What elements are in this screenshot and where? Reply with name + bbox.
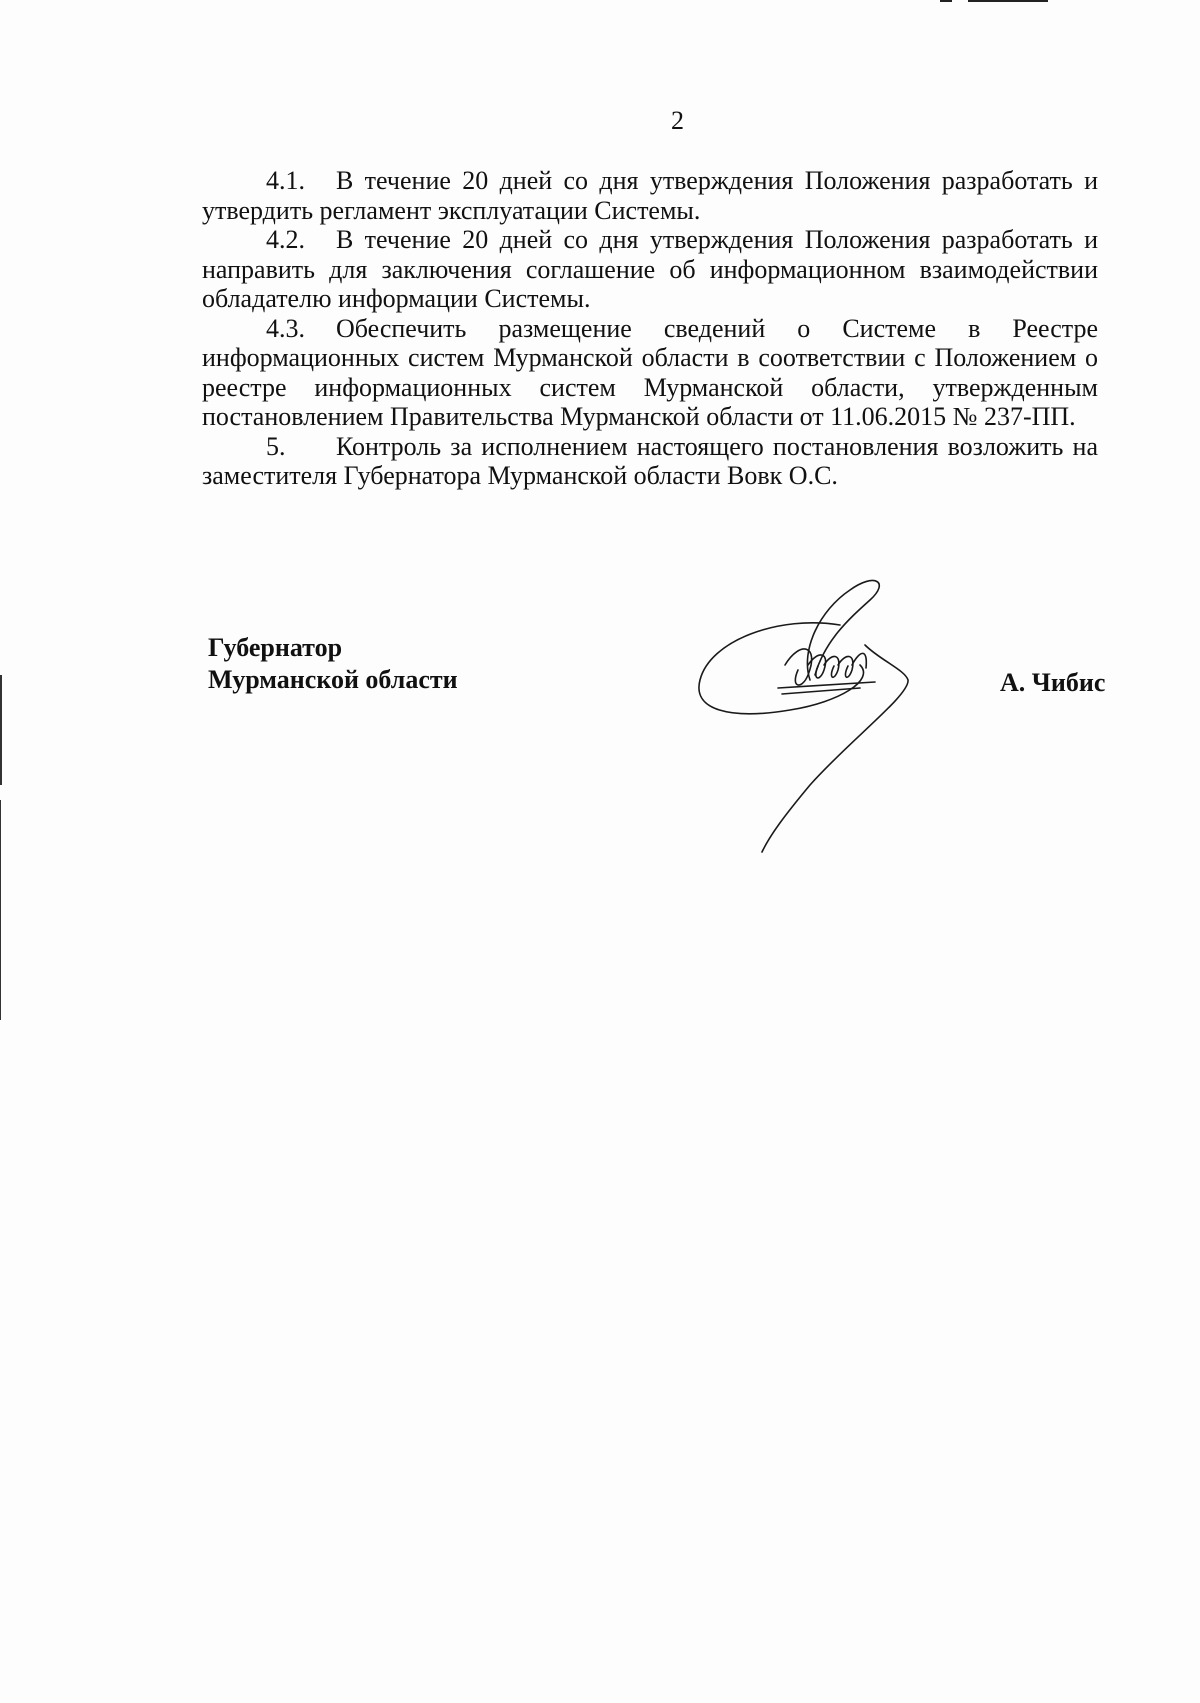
- page-number: 2: [671, 106, 684, 135]
- signatory-position-line2: Мурманской области: [208, 665, 458, 694]
- scan-artifact-left: [0, 675, 2, 785]
- paragraph-text: В течение 20 дней со дня утверждения Положения разработать и утвердить регламент эксплуатации Системы.: [202, 166, 1098, 225]
- paragraph-number: 4.2.: [266, 225, 305, 254]
- paragraph-number: 5.: [266, 431, 286, 461]
- paragraph: [202, 225, 1098, 314]
- paragraph: [202, 432, 1098, 491]
- paragraph-text: В течение 20 дней со дня утверждения Положения разработать и направить для заключения соглашение об информационном взаимодействии обладателю информации Системы.: [202, 225, 1098, 313]
- handwritten-signature: [690, 570, 950, 860]
- paragraph-text: Обеспечить размещение сведений о Системе в Реестре информационных систем Мурманской области в соответствии с Положением о реестре информационных систем Мурманской области, утвержденным постановлением Правительства Мурманской области от 11.06.2015 № 237-ПП.: [202, 313, 1098, 431]
- document-body: [202, 166, 1098, 491]
- signatory-name: А. Чибис: [1000, 668, 1106, 697]
- paragraph-text: Контроль за исполнением настоящего постановления возложить на заместителя Губернатора Мурманской области Вовк О.С.: [202, 431, 1098, 490]
- scan-artifact-top: [968, 0, 1048, 2]
- scan-artifact-top: [940, 0, 952, 2]
- paragraph: [202, 166, 1098, 225]
- scan-artifact-left: [0, 800, 1, 1020]
- signatory-position: [208, 632, 458, 696]
- paragraph-number: 4.1.: [266, 166, 305, 195]
- signatory-position-line1: Губернатор: [208, 633, 343, 662]
- paragraph-number: 4.3.: [266, 313, 305, 343]
- paragraph: [202, 314, 1098, 432]
